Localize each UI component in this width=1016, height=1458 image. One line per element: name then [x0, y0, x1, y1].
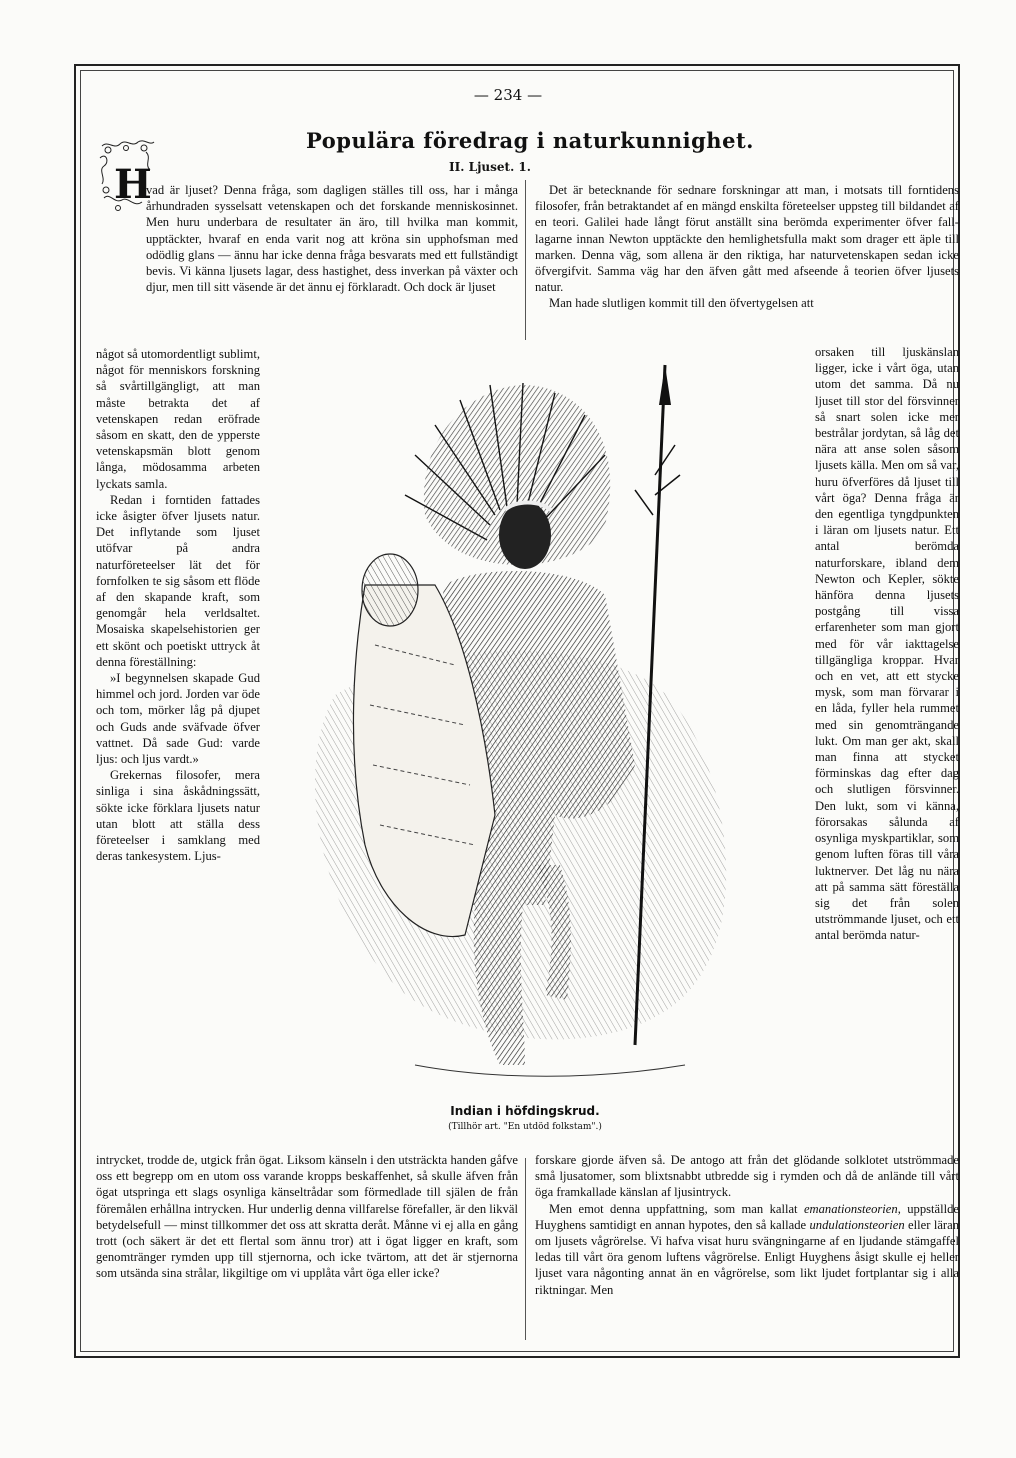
text-right-bottom: forskare gjorde äfven så. De antogo att från det glödande solklotet utströmmade små ljusatomer, som blixtsnabbt utbredde sig i rymden och då de anlände till vårt öga framkallade känslan af ljusintryck. Men emot denna uppfattning, som man kallat emanationsteorien, uppställde Huyghens samtidigt en annan hypotes, den så kallade undulationsteorien eller läran om ljusets vågrörelse. Vi hafva visat huru svängningarne af en ljudande stämgaffel ledas till vårt öra genom luftens vågrörelse. Enligt Huyghens åsigt skulle ej heller ljuset vara någonting annat än en vågrörelse, som likt ljudet fortplantar sig i alla riktningar. Men	[535, 1153, 960, 1297]
svg-text:H: H	[114, 161, 152, 208]
illustration-caption: Indian i höfdingskrud.	[450, 1104, 600, 1118]
text-right-top: Det är betecknande för sednare forskningar att man, i motsats till forntidens filosofer, från betraktandet af en mängd enskilta företeelser uppsteg till bildandet af en teori. Galilei hade långt förut anställt sina berömda experimenter öfver fall-lagarne innan Newton upptäckte den hemlighetsfulla makt som drager ett äple till marken. Denna väg, som allena är den riktiga, har naturvetenskapen sedan icke öfvergifvit. Samma väg har den äfven gått med afseende å teorien öfver ljusets natur. Man hade slutligen kommit till den öfvertygelsen att	[535, 183, 959, 311]
text-left-top: vad är ljuset? Denna fråga, som dagligen ställes till oss, har i många århundraden sysselsatt vetenskapen och det forskande menniskosinnet. Men huru underbara de resultater än äro, till hvilka man kommit, upptäckter, hvaraf en enda varit nog att kröna sin upphofsman med odödlig glans — ännu har icke denna fråga besvarats med ett fullständigt bevis. Vi känna ljusets lagar, dess hastighet, dess inverkan på växter och djur, men till sitt väsende är det ännu ej förklaradt. Och dock är ljuset	[146, 183, 518, 295]
text-left-narrow: något så utomordentligt sublimt, något för menniskors forskning så svårtillgängligt, att man måste betrakta det af vetenskapen redan eröfrade såsom en skatt, den de ypperste vetenskapsmän blott genom långa, mödosamma arbeten lyckats samla. Redan i forntiden fattades icke åsigter öfver ljusets natur. Det inflytande som ljuset utöfvar på andra naturföreteelser lät det för fornfolken te sig såsom ett flöde af den skapande kraft, som genomgår hela verldsaltet. Mosaiska skapelsehistorien ger ett skönt och poetiskt uttryck åt denna föreställning: »I begynnelsen skapade Gud himmel och jord. Jorden var öde och tom, mörker låg på djupet och Guds ande sväfvade öfver vattnet. Då sade Gud: varde ljus: och ljus vardt.» Grekernas filosofer, mera sinliga i sina åskådningssätt, sökte icke förklara ljusets natur utan blott att ställa dess företeelser i samklang med deras tankesystem. Ljus-	[96, 347, 260, 864]
text-right-narrow: orsaken till ljuskänslan ligger, icke i vårt öga, utan utom det samma. Då nu ljuset till stor del försvinner så snart solen icke mer bestrålar jordytan, så låg det nära att anse solen såsom ljusets källa. Men om så var, huru öfverföres då ljuset till vårt öga? Denna fråga är den egentliga tyngdpunkten i läran om ljusets natur. Ett antal berömda naturforskare, ibland dem Newton och Kepler, sökte hänföra denna ljusets postgång till vissa erfarenheter som man gjort med för vår iakttagelse tillgängliga kroppar. Hvar och en vet, att ett stycke mysk, som man förvarar i en låda, fyller hela rummet med sin genomträngande lukt. Om man ger akt, skall man finna att stycket förminskas dag efter dag och slutligen försvinner. Den lukt, som vi känna, förorsakas sålunda af osynliga myskpartiklar, som genom luften föras till våra luktnerver. Det låg nu nära att på samma sätt föreställa sig det från solen utströmmande ljuset, och ett antal berömda natur-	[815, 345, 959, 943]
article-title: Populära föredrag i naturkunnighet.	[306, 128, 754, 153]
illustration-credit: (Tillhör art. "En utdöd folkstam".)	[448, 1122, 602, 1132]
article-subtitle: II. Ljuset. 1.	[449, 160, 531, 174]
page-number: — 234 —	[473, 86, 543, 104]
text-left-bottom: intrycket, trodde de, utgick från ögat. Liksom känseln i den utsträckta handen gåfve oss ett begrepp om en utom oss varande kropps beskaffenhet, så skulle äfven från ögat utspringa ett slags osynliga känseltrådar som förmedlade till själen de från föremålen erhållna intrycken. Hur underlig denna villfarelse förefaller, är den likväl betydelsefull — minst tillkommer det oss att skratta deråt. Månne vi ej alla en gång trott (och säkert är det ett flertal som ännu tror) att i ögat ligger en kraft, som genomtränger rymden upp till stjernorna, och icke tvärtom, att det är stjernorna som utsända sina strålar, likgiltige om vi upplåta vårt öga eller icke?	[96, 1153, 518, 1281]
engraving-illustration-image	[255, 345, 785, 1105]
